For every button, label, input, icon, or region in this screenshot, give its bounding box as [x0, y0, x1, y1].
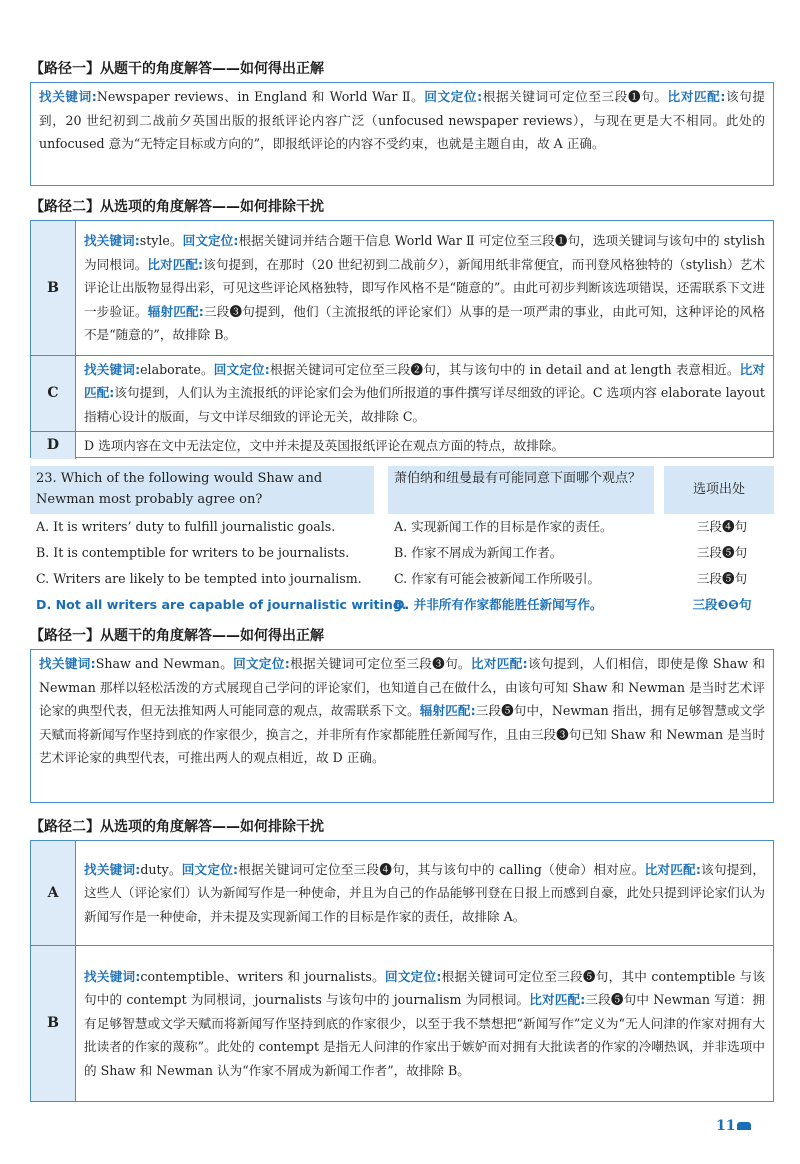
section-heading-path2-q23: 【路径二】从选项的角度解答——如何排除干扰 [30, 819, 324, 835]
question-english-column [30, 466, 407, 618]
options-table [31, 221, 773, 459]
analysis-box-path1-q23 [30, 649, 774, 803]
option-row-b [31, 221, 773, 355]
options-table [31, 841, 773, 1101]
option-en-a: A. It is writers’ duty to fulfill journalistic goals. [36, 519, 336, 534]
section-heading-path1-q23: 【路径一】从题干的角度解答——如何得出正解 [30, 628, 324, 644]
source-b: 三段❺句 [696, 545, 748, 560]
options-box-path2-q23 [30, 840, 774, 1102]
page-number: 11 [716, 1118, 751, 1134]
keyword-label: 找关键词: [39, 89, 97, 104]
option-en-b: B. It is contemptible for writers to be journalists. [36, 545, 350, 560]
option-source-column [664, 466, 774, 618]
option-label: B [31, 221, 76, 355]
option-row-c [31, 355, 773, 431]
source-d-correct: 三段❸❺句 [692, 597, 752, 612]
analysis-text: 找关键词:Newspaper reviews、in England 和 World War Ⅱ。回文定位:根据关键词可定位至三段❶句。比对匹配:该句提到，20 世纪初到二战前夕英国出版的报纸评论内容广泛（unfocused newspaper reviews），与现在更是大不相同。此处的 unfocused 意为“无特定目标或方向的”，即报纸评论的内容不受约束，也就是主题自由，故 A 正确。 [39, 89, 765, 151]
option-label: B [31, 945, 76, 1101]
option-zh-a: A. 实现新闻工作的目标是作家的责任。 [394, 519, 613, 534]
option-row-b [31, 945, 773, 1101]
option-row-a [31, 841, 773, 945]
option-en-d-correct: D. Not all writers are capable of journalistic writing. [36, 597, 407, 612]
source-title: 选项出处 [664, 466, 774, 514]
question-title-en: 23. Which of the following would Shaw and Newman most probably agree on? [30, 466, 374, 514]
section-heading-path2: 【路径二】从选项的角度解答——如何排除干扰 [30, 199, 324, 215]
graduation-cap-icon [737, 1122, 751, 1130]
option-analysis: 找关键词:duty。回文定位:根据关键词可定位至三段❹句，其与该句中的 calling（使命）相对应。比对匹配:该句提到，这些人（评论家们）认为新闻写作是一种使命，并且为自己的作品能够刊登在日报上而感到自豪，此处只提到评论家们认为新闻写作是一种使命，并未提及实现新闻工作的目标是作家的责任，故排除 A。 [84, 861, 765, 924]
question-title-zh: 萧伯纳和纽曼最有可能同意下面哪个观点？ [388, 466, 654, 514]
question-chinese-column [388, 466, 654, 618]
analysis-text: 找关键词:Shaw and Newman。回文定位:根据关键词可定位至三段❸句。比对匹配:该句提到，人们相信，即使是像 Shaw 和 Newman 那样以轻松活泼的方式展现自己学问的评论家们，也知道自己在做什么，由该句可知 Shaw 和 Newman 是当时艺术评论家的典型代表，但无法推知两人可能同意的观点，故需联系下文。辐射匹配:三段❺句中，Newman 指出，拥有足够智慧或文学天赋而将新闻写作坚持到底的作家很少，换言之，并非所有作家都能胜任新闻写作，且由三段❸句已知 Shaw 和 Newman 是当时艺术评论家的典型代表，可推出两人的观点相近，故 D 正确。 [39, 656, 765, 765]
section-heading-path1: 【路径一】从题干的角度解答——如何得出正解 [30, 61, 324, 77]
option-zh-c: C. 作家有可能会被新闻工作所吸引。 [394, 571, 601, 586]
option-label: A [31, 841, 76, 945]
option-analysis: 找关键词:elaborate。回文定位:根据关键词可定位至三段❷句，其与该句中的 in detail and at length 表意相近。比对匹配:该句提到，人们认为主流报纸的评论家们会为他们所报道的事件撰写详尽细致的评论。C 选项内容 elaborate layout 指精心设计的版面，与文中详尽细致的评论无关，故排除 C。 [76, 355, 774, 431]
source-c: 三段❺句 [696, 571, 748, 586]
option-label: D [31, 431, 76, 459]
option-analysis: 找关键词:contemptible、writers 和 journalists。回文定位:根据关键词可定位至三段❺句，其中 contemptible 与该句中的 contempt 为同根词，journalists 与该句中的 journalism 为同根词。比对匹配:三段❺句中 Newman 写道：拥有足够智慧或文学天赋而将新闻写作坚持到底的作家很少，以至于我不禁想把“新闻写作”定义为“无人问津的作家对拥有大批读者的作家的蔑称”。此处的 contempt 是指无人问津的作家出于嫉妒而对拥有大批读者的作家的冷嘲热讽，并非选项中的 Shaw 和 Newman 认为“作家不屑成为新闻工作者”，故排除 B。 [76, 945, 774, 1101]
analysis-box-path1 [30, 82, 774, 186]
option-en-c: C. Writers are likely to be tempted into journalism. [36, 571, 362, 586]
option-row-d [31, 431, 773, 459]
option-analysis: 找关键词:style。回文定位:根据关键词并结合题干信息 World War Ⅱ 可定位至三段❶句，选项关键词与该句中的 stylish 为同根词。比对匹配:该句提到，在那时（20 世纪初到二战前夕），新闻用纸非常便宜，而刊登风格独特的（stylish）艺术评论让出版物显得出彩，可见这些评论风格独特，即写作风格不是“随意的”。由此可初步判断该选项错误，还需联系下文进一步验证。辐射匹配:三段❸句提到，他们（主流报纸的评论家们）从事的是一项严肃的事业，由此可知，这种评论的风格不是“随意的”，故排除 B。 [84, 233, 766, 342]
option-label: C [31, 355, 76, 431]
option-zh-d-correct: D. 并非所有作家都能胜任新闻写作。 [394, 597, 603, 612]
options-box-path2 [30, 220, 774, 458]
option-zh-b: B. 作家不屑成为新闻工作者。 [394, 545, 563, 560]
option-analysis: D 选项内容在文中无法定位，文中并未提及英国报纸评论在观点方面的特点，故排除。 [76, 431, 774, 459]
source-a: 三段❹句 [696, 519, 748, 534]
